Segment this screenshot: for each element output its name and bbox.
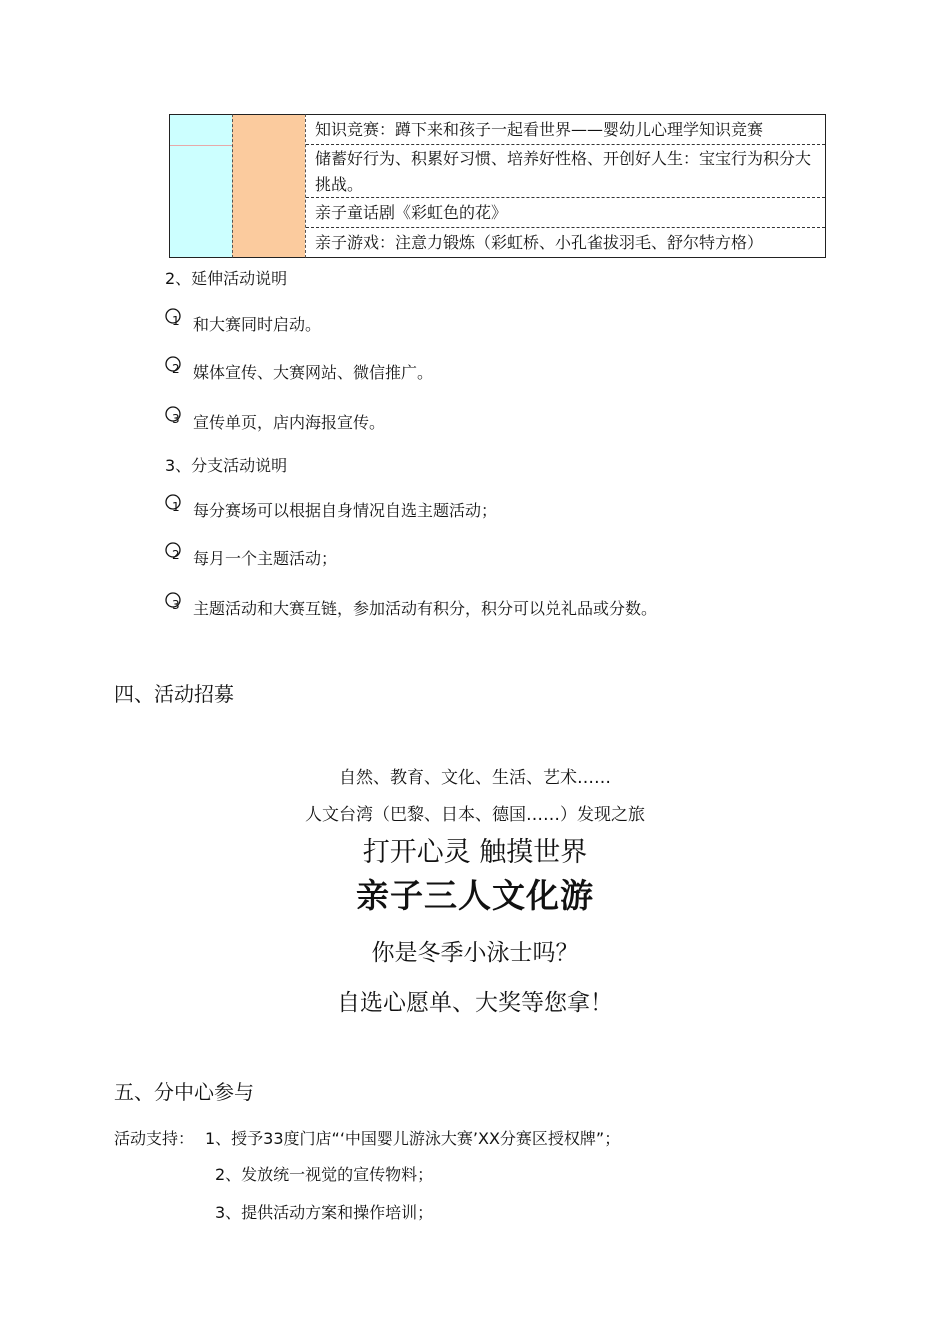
table-row: 储蓄好行为、积累好习惯、培养好性格、开创好人生：宝宝行为积分大挑战。 bbox=[306, 145, 825, 198]
list-item: 3、提供活动方案和操作培训； bbox=[215, 1203, 434, 1222]
promo-subtitle: 打开心灵 触摸世界 bbox=[362, 837, 588, 868]
table-row: 知识竞赛：蹲下来和孩子一起看世界——婴幼儿心理学知识竞赛 bbox=[306, 115, 825, 145]
circled-number-icon: 1 bbox=[165, 308, 181, 328]
section-heading-branch-participation: 五、分中心参与 bbox=[114, 1080, 254, 1104]
promo-title: 亲子三人文化游 bbox=[356, 876, 594, 915]
section2-title: 2、延伸活动说明 bbox=[165, 269, 288, 288]
section-heading-recruitment: 四、活动招募 bbox=[114, 682, 234, 706]
table-col-type bbox=[232, 114, 305, 258]
circled-number-icon: 1 bbox=[165, 494, 181, 514]
list-item: 2、发放统一视觉的宣传物料； bbox=[215, 1165, 434, 1184]
circled-number-icon: 3 bbox=[165, 592, 181, 612]
promo-line: 人文台湾（巴黎、日本、德国……）发现之旅 bbox=[305, 805, 645, 825]
promo-line: 自然、教育、文化、生活、艺术…… bbox=[339, 768, 611, 788]
circled-number-icon: 2 bbox=[165, 542, 181, 562]
promo-line: 你是冬季小泳士吗？ bbox=[371, 940, 579, 966]
circled-number-icon: 2 bbox=[165, 356, 181, 376]
table-col-activities bbox=[305, 114, 826, 258]
table-col-category bbox=[169, 114, 232, 258]
table-row: 亲子童话剧《彩虹色的花》 bbox=[306, 198, 825, 228]
support-label: 活动支持： bbox=[114, 1129, 195, 1148]
activity-table bbox=[169, 114, 826, 258]
list-item: 1、授予33度门店“‘中国婴儿游泳大赛’XX分赛区授权牌”； bbox=[205, 1129, 621, 1148]
circled-number-icon: 3 bbox=[165, 406, 181, 426]
promo-line: 自选心愿单、大奖等您拿！ bbox=[337, 990, 613, 1016]
table-row: 亲子游戏：注意力锻炼（彩虹桥、小孔雀拔羽毛、舒尔特方格） bbox=[315, 233, 764, 252]
section3-title: 3、分支活动说明 bbox=[165, 456, 288, 475]
